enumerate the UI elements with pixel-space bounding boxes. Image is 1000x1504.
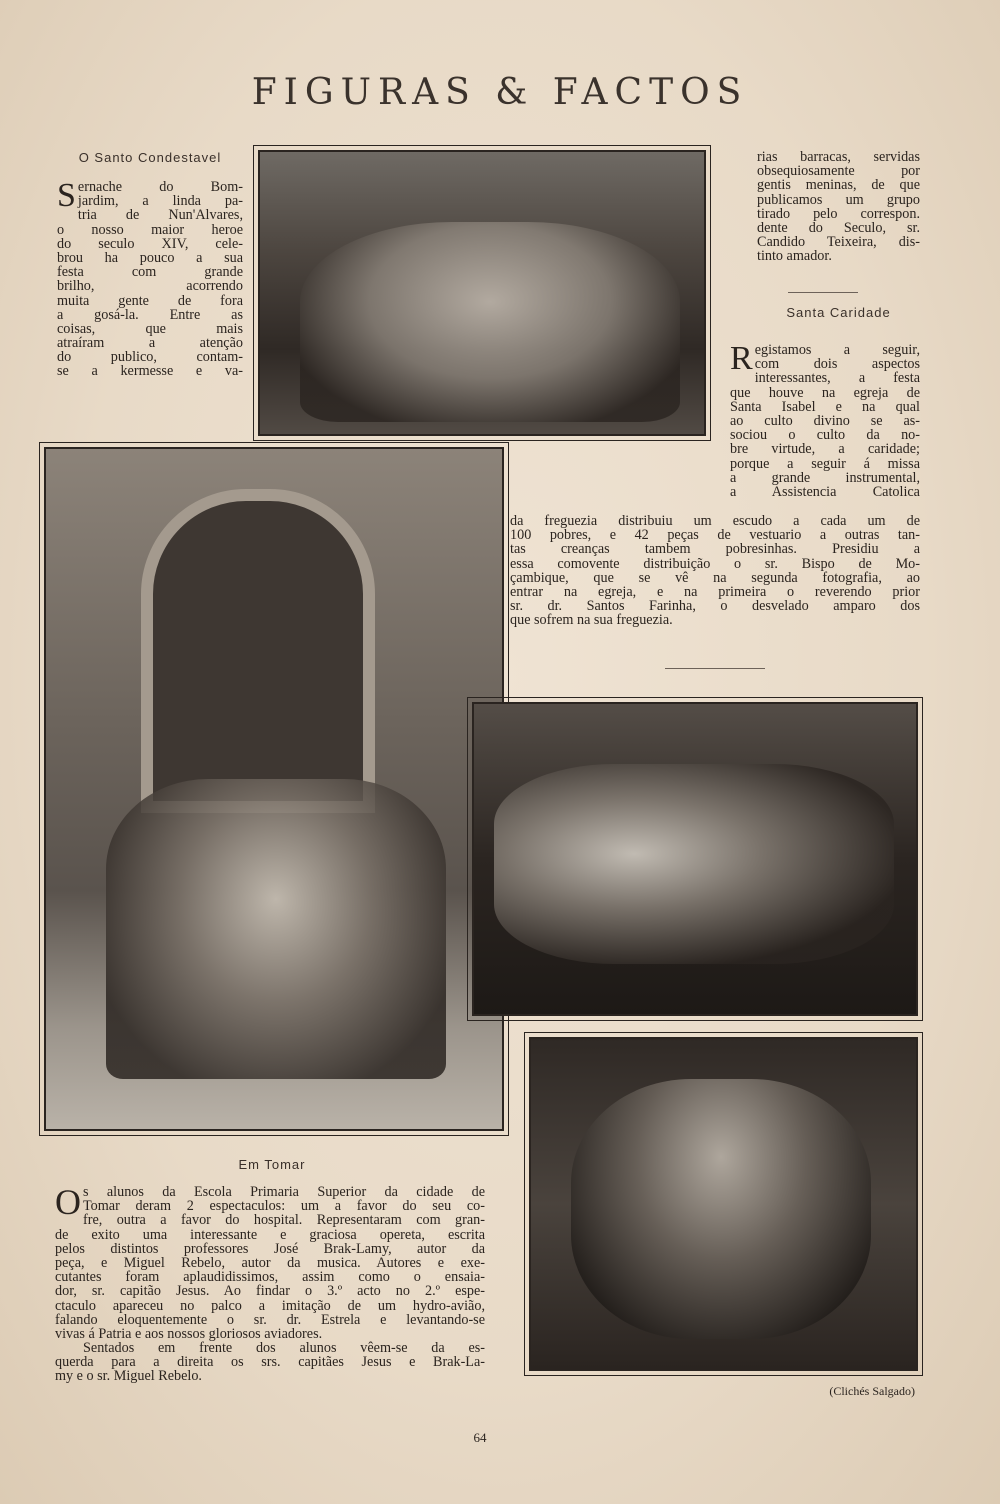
text-line: ctaculo apareceu no palco a imitação de um hydro-avião, xyxy=(55,1297,485,1314)
text-line: o nosso maior heroe xyxy=(57,221,243,238)
text-line: Santa Isabel e na qual xyxy=(730,398,920,415)
drop-cap: S xyxy=(57,177,76,214)
text-line: peça, e Miguel Rebelo, autor da musica. Autores e exe- xyxy=(55,1254,485,1271)
text-line: que houve na egreja de xyxy=(730,384,920,401)
text-line: interessantes, a festa xyxy=(754,370,920,387)
text-line: com dois aspectos xyxy=(754,356,920,373)
text-line: ernache do Bom- xyxy=(77,179,243,195)
divider xyxy=(665,668,765,669)
text-line: tas creanças tambem pobresinhas. Presidiu a xyxy=(510,541,920,558)
text-line: obsequiosamente por xyxy=(757,163,920,180)
text-line: Tomar deram 2 espectaculos: um a favor do seu co- xyxy=(83,1198,485,1215)
text-line: festa com grande xyxy=(57,264,243,281)
text-line: Sentados em frente dos alunos vêem-se da es- xyxy=(83,1340,485,1357)
text-line: brilho, acorrendo xyxy=(57,278,243,295)
text-line: atraíram a atenção xyxy=(57,335,243,352)
text-line: tria de Nun'Alvares, xyxy=(77,207,243,224)
text-line: dente do Seculo, sr. xyxy=(757,219,920,236)
drop-cap: R xyxy=(730,340,753,377)
crowd-figure xyxy=(494,764,894,964)
text-line: tirado pelo correspon. xyxy=(757,205,920,222)
crowd-figure xyxy=(300,222,680,422)
photo-credit: (Clichés Salgado) xyxy=(829,1384,915,1398)
photo-tomar-church xyxy=(44,447,504,1131)
photo-bishop-entering xyxy=(529,1037,918,1371)
text-line: publicamos um grupo xyxy=(757,191,920,208)
text-line: de exito uma interessante e graciosa opereta, escrita xyxy=(55,1226,485,1243)
article-em-tomar xyxy=(55,1182,485,1385)
text-line: bre virtude, a caridade; xyxy=(730,441,920,458)
page-number: 64 xyxy=(473,1430,487,1445)
text-line: s alunos da Escola Primaria Superior da cidade de xyxy=(83,1184,485,1200)
photo-charity-distribution xyxy=(472,702,918,1016)
crowd-figure xyxy=(571,1079,871,1339)
page-title: FIGURAS & FACTOS xyxy=(251,72,749,113)
text-line: my e o sr. Miguel Rebelo. xyxy=(55,1368,202,1385)
text-line: muita gente de fora xyxy=(57,292,243,309)
text-line: falando eloquentemente o sr. dr. Estrela e levantando-se xyxy=(55,1311,485,1328)
section-heading-santo-condestavel: O Santo Condestavel xyxy=(78,150,222,165)
text-line: a Assistencia Catolica xyxy=(730,483,920,500)
text-line: sociou o culto da no- xyxy=(730,427,920,444)
text-line: coisas, que mais xyxy=(57,320,243,337)
text-line: jardim, a linda pa- xyxy=(77,193,243,210)
church-door-arch xyxy=(141,489,375,813)
text-line: querda para a direita os srs. capitães Jesus e Brak-La- xyxy=(55,1354,485,1371)
drop-cap: O xyxy=(55,1182,81,1222)
text-line: 100 pobres, e 42 peças de vestuario a outras tan- xyxy=(510,527,920,544)
text-line: çambique, que se vê na segunda fotografia, ao xyxy=(510,569,920,586)
text-line: brou ha pouco a sua xyxy=(57,249,243,266)
text-line: dor, sr. capitão Jesus. Ao findar o 3.º acto no 2.º espe- xyxy=(55,1283,485,1300)
article-santo-condestavel-continued xyxy=(757,150,920,264)
students-group xyxy=(106,779,446,1079)
section-heading-em-tomar: Em Tomar xyxy=(238,1157,306,1172)
text-line: essa comovente distribuição o sr. Bispo de Mo- xyxy=(510,555,920,572)
text-line: da freguezia distribuiu um escudo a cada um de xyxy=(510,513,920,529)
text-line: tinto amador. xyxy=(757,248,832,265)
article-santa-caridade-wide xyxy=(510,514,920,628)
text-line: gentis meninas, de que xyxy=(757,177,920,194)
text-line: Candido Teixeira, dis- xyxy=(757,234,920,251)
text-line: fre, outra a favor do hospital. Representaram com gran- xyxy=(83,1212,485,1229)
text-line: entrar na egreja, e na primeira o reverendo prior xyxy=(510,583,920,600)
text-line: sr. dr. Santos Farinha, o desvelado amparo dos xyxy=(510,598,920,615)
text-line: se a kermesse e va- xyxy=(57,363,243,380)
text-line: pelos distintos professores José Brak-Lamy, autor da xyxy=(55,1240,485,1257)
text-line: do publico, contam- xyxy=(57,349,243,366)
photo-girls-group xyxy=(258,150,706,436)
text-line: rias barracas, servidas xyxy=(757,149,920,165)
text-line: porque a seguir á missa xyxy=(730,455,920,472)
text-line: a grande instrumental, xyxy=(730,469,920,486)
divider xyxy=(788,292,858,293)
article-santo-condestavel xyxy=(57,177,243,380)
text-line: cutantes foram aplaudidissimos, assim como o ensaia- xyxy=(55,1269,485,1286)
text-line: que sofrem na sua freguezia. xyxy=(510,612,673,629)
section-heading-santa-caridade: Santa Caridade xyxy=(786,305,891,320)
text-line: vivas á Patria e aos nossos gloriosos aviadores. xyxy=(55,1325,323,1342)
text-line: a gosá-la. Entre as xyxy=(57,306,243,323)
text-line: egistamos a seguir, xyxy=(754,342,920,358)
text-line: ao culto divino se as- xyxy=(730,412,920,429)
text-line: do seculo XIV, cele- xyxy=(57,235,243,252)
article-santa-caridade xyxy=(730,340,920,500)
